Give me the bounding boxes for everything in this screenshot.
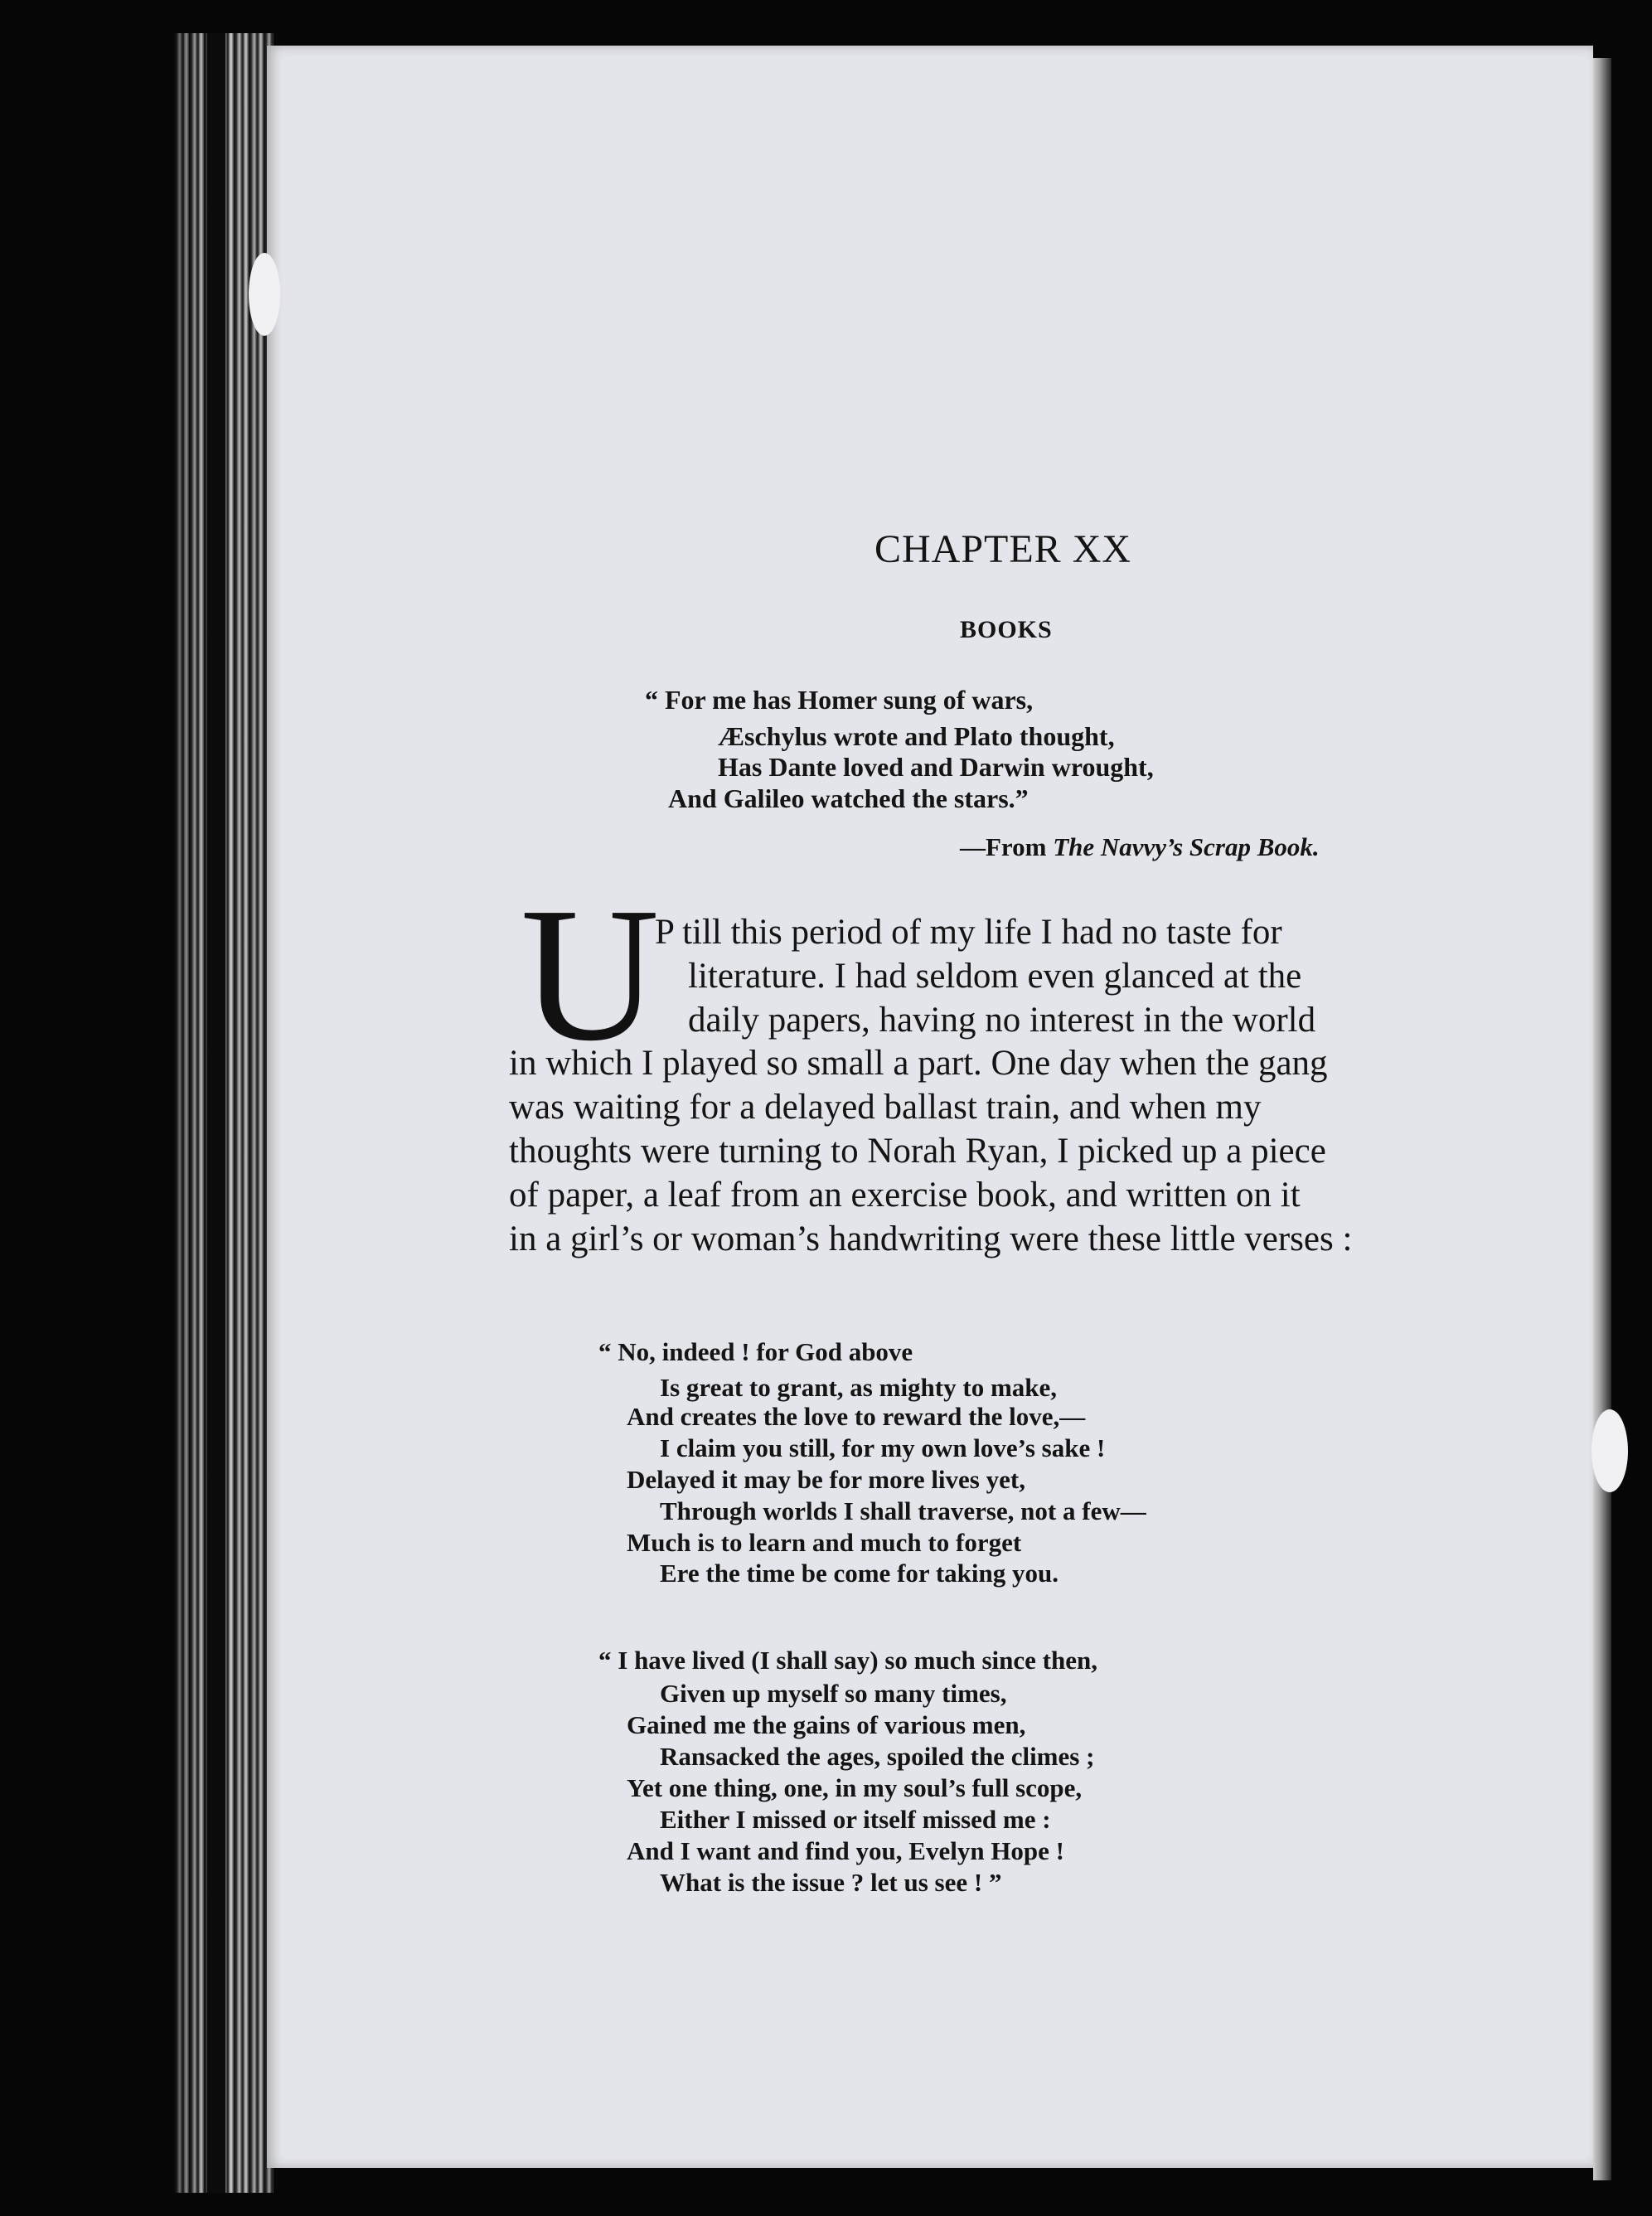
page-tab-left [249, 253, 280, 336]
verse-line: Gained me the gains of various men, [627, 1710, 1026, 1739]
verse-line: Through worlds I shall traverse, not a few— [660, 1496, 1146, 1525]
verse-line: “ I have lived (I shall say) so much since then, [598, 1646, 1097, 1675]
paragraph-line: in a girl’s or woman’s handwriting were these little verses : [509, 1220, 1353, 1258]
drop-cap: U [521, 868, 660, 1081]
verse-line: And I want and find you, Evelyn Hope ! [627, 1836, 1064, 1865]
page-tab-right [1591, 1409, 1628, 1492]
verse-line: Either I missed or itself missed me : [660, 1805, 1051, 1834]
attribution-title: The Navvy’s Scrap Book. [1053, 832, 1320, 861]
paragraph-line: literature. I had seldom even glanced at the [688, 957, 1302, 996]
verse-line: Ransacked the ages, spoiled the climes ; [660, 1742, 1095, 1771]
verse-line: Delayed it may be for more lives yet, [627, 1465, 1025, 1494]
section-title: BOOKS [960, 616, 1053, 643]
attribution-prefix: —From [960, 832, 1054, 861]
book-cover-strip [207, 33, 225, 2193]
verse-line: “ No, indeed ! for God above [598, 1337, 913, 1366]
epigraph-attribution [960, 832, 1320, 862]
paragraph-line: of paper, a leaf from an exercise book, and written on it [509, 1176, 1301, 1215]
paragraph-line: in which I played so small a part. One day when the gang [509, 1044, 1328, 1083]
verse-line: Yet one thing, one, in my soul’s full scope, [627, 1773, 1083, 1802]
facing-page-edge [1593, 58, 1611, 2180]
paragraph-line: thoughts were turning to Norah Ryan, I picked up a piece [509, 1132, 1326, 1171]
paragraph-line: P till this period of my life I had no taste for [655, 913, 1282, 952]
epigraph-line: And Galileo watched the stars.” [668, 783, 1029, 813]
paragraph-line: was waiting for a delayed ballast train, and when my [509, 1088, 1262, 1127]
verse-line: Ere the time be come for taking you. [660, 1559, 1059, 1588]
paragraph-line: daily papers, having no interest in the world [688, 1001, 1316, 1040]
verse-line: Given up myself so many times, [660, 1679, 1007, 1708]
verse-line: What is the issue ? let us see ! ” [660, 1868, 1002, 1897]
epigraph-line: “ For me has Homer sung of wars, [645, 685, 1034, 715]
chapter-title: CHAPTER XX [874, 527, 1132, 571]
epigraph-line: Æschylus wrote and Plato thought, [718, 721, 1115, 751]
epigraph-line: Has Dante loved and Darwin wrought, [718, 752, 1154, 782]
verse-line: I claim you still, for my own love’s sake ! [660, 1433, 1106, 1462]
verse-line: Is great to grant, as mighty to make, [660, 1373, 1058, 1402]
verse-line: Much is to learn and much to forget [627, 1528, 1022, 1557]
verse-line: And creates the love to reward the love,— [627, 1402, 1086, 1431]
